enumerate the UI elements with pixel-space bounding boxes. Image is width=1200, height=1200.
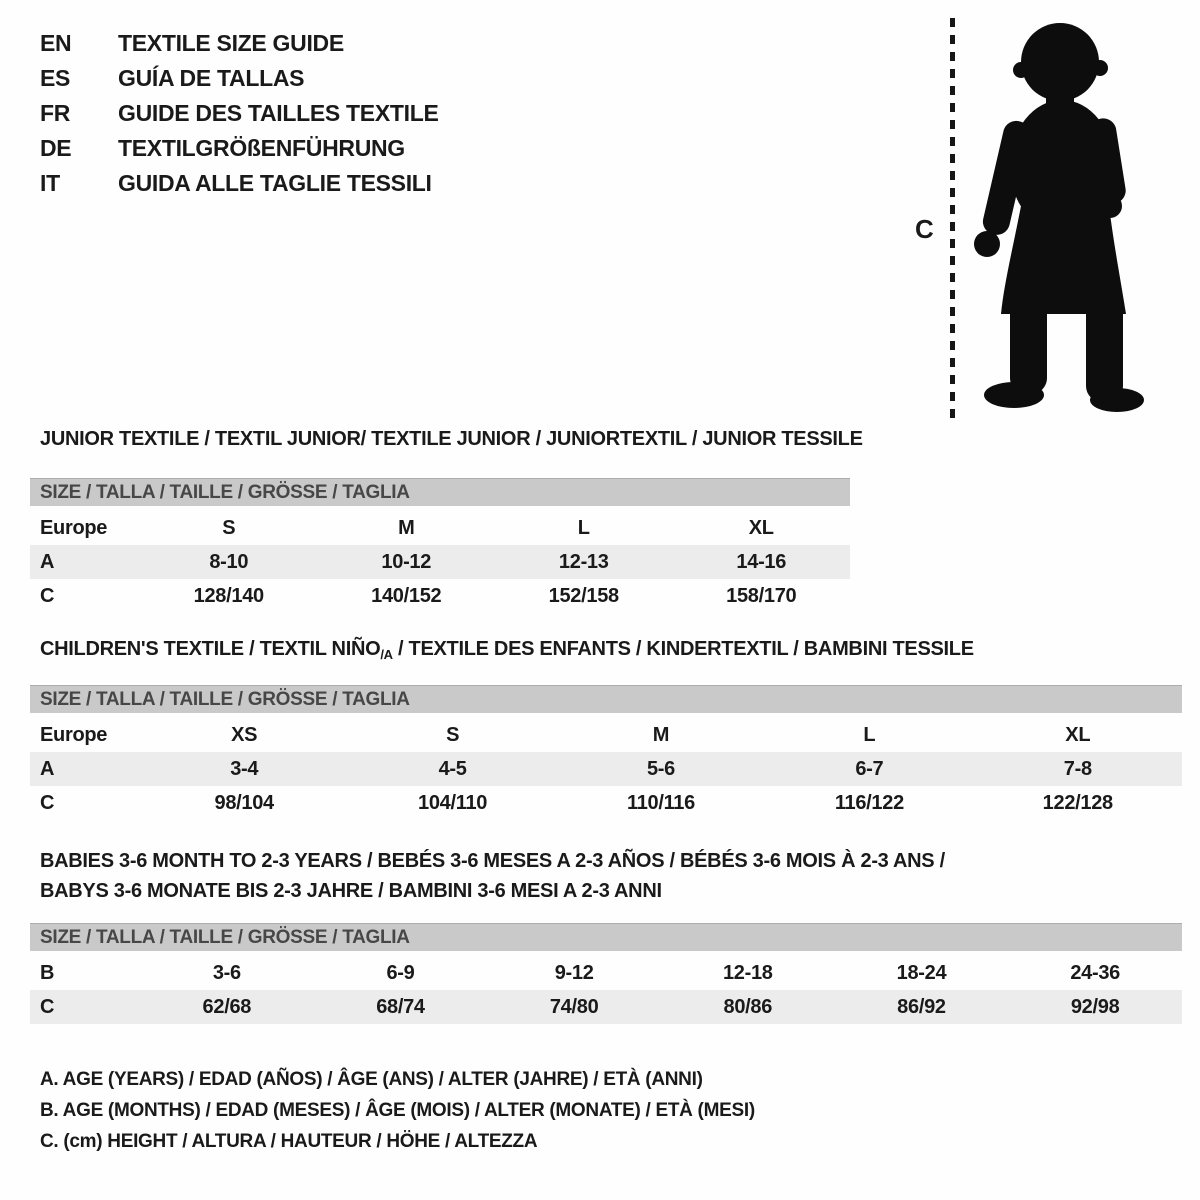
- language-row-fr: [40, 96, 439, 131]
- table-cell: 18-24: [896, 961, 947, 984]
- table-row: [30, 511, 850, 545]
- table-cell: 98/104: [214, 791, 274, 814]
- babies-section-title: [30, 846, 1182, 906]
- table-cell: 68/74: [314, 990, 488, 1024]
- table-cell: L: [577, 516, 590, 539]
- table-cell: XS: [231, 723, 258, 746]
- babies-title-line1: BABIES 3-6 MONTH TO 2-3 YEARS / BEBÉS 3-6 MESES A 2-3 AÑOS / BÉBÉS 3-6 MOIS À 2-3 ANS /: [40, 850, 945, 872]
- table-cell: 128/140: [193, 584, 264, 607]
- language-code: IT: [40, 170, 60, 196]
- table-cell: 92/98: [1008, 990, 1182, 1024]
- language-title: GUÍA DE TALLAS: [118, 65, 305, 91]
- language-title: TEXTILGRÖßENFÜHRUNG: [118, 135, 405, 161]
- junior-size-table: [30, 511, 850, 613]
- language-title: TEXTILE SIZE GUIDE: [118, 30, 344, 56]
- table-cell: 116/122: [834, 791, 904, 814]
- table-cell: A: [30, 752, 140, 786]
- table-row: [30, 786, 1182, 820]
- table-cell: Europe: [40, 516, 108, 539]
- table-cell: 9-12: [554, 961, 594, 984]
- measurement-legend: [40, 1064, 755, 1157]
- language-row-es: [40, 61, 439, 96]
- table-row: [30, 579, 850, 613]
- table-cell: C: [40, 791, 55, 814]
- table-cell: 5-6: [557, 752, 765, 786]
- table-cell: XL: [748, 516, 774, 539]
- table-cell: 6-7: [765, 752, 973, 786]
- table-cell: L: [863, 723, 876, 746]
- junior-section-title: JUNIOR TEXTILE / TEXTIL JUNIOR/ TEXTILE JUNIOR / JUNIORTEXTIL / JUNIOR TESSILE: [40, 428, 863, 450]
- table-cell: M: [652, 723, 670, 746]
- table-cell: 152/158: [548, 584, 619, 607]
- table-cell: 62/68: [140, 990, 314, 1024]
- table-cell: XL: [1065, 723, 1091, 746]
- children-title-rest: / TEXTILE DES ENFANTS / KINDERTEXTIL / BAMBINI TESSILE: [392, 638, 974, 660]
- language-code: EN: [40, 30, 72, 56]
- junior-size-header-bar: SIZE / TALLA / TAILLE / GRÖSSE / TAGLIA: [30, 478, 850, 506]
- table-cell: S: [222, 516, 236, 539]
- table-cell: 3-6: [212, 961, 241, 984]
- table-cell: 8-10: [140, 545, 318, 579]
- language-title-list: [40, 26, 439, 201]
- language-row-de: [40, 131, 439, 166]
- table-cell: 74/80: [487, 990, 661, 1024]
- table-row: [30, 545, 850, 579]
- table-cell: 4-5: [348, 752, 556, 786]
- table-cell: 158/170: [726, 584, 797, 607]
- legend-line-a: A. AGE (YEARS) / EDAD (AÑOS) / ÂGE (ANS) / ALTER (JAHRE) / ETÀ (ANNI): [40, 1069, 703, 1090]
- language-title: GUIDA ALLE TAGLIE TESSILI: [118, 170, 432, 196]
- table-cell: M: [398, 516, 415, 539]
- table-cell: 110/116: [626, 791, 695, 814]
- legend-line-b: B. AGE (MONTHS) / EDAD (MESES) / ÂGE (MOIS) / ALTER (MONATE) / ETÀ (MESI): [40, 1100, 755, 1121]
- toddler-figure: [905, 12, 1165, 424]
- children-title-main: CHILDREN'S TEXTILE / TEXTIL NIÑO: [40, 638, 381, 660]
- table-cell: C: [30, 990, 140, 1024]
- table-cell: S: [446, 723, 460, 746]
- language-title: GUIDE DES TAILLES TEXTILE: [118, 100, 439, 126]
- table-row: [30, 718, 1182, 752]
- children-section-title: [30, 638, 1182, 662]
- table-cell: 14-16: [673, 545, 851, 579]
- children-size-header-bar: SIZE / TALLA / TAILLE / GRÖSSE / TAGLIA: [30, 685, 1182, 713]
- babies-title-line2: BABYS 3-6 MONATE BIS 2-3 JAHRE / BAMBINI 3-6 MESI A 2-3 ANNI: [40, 880, 662, 902]
- toddler-silhouette-icon: [967, 14, 1147, 416]
- table-cell: 3-4: [140, 752, 348, 786]
- table-cell: 12-18: [722, 961, 773, 984]
- table-cell: 122/128: [1042, 791, 1113, 814]
- section-babies-textile: [30, 846, 1182, 1024]
- table-cell: 86/92: [835, 990, 1009, 1024]
- table-row: [30, 752, 1182, 786]
- language-code: ES: [40, 65, 71, 91]
- table-cell: 140/152: [371, 584, 442, 607]
- section-childrens-textile: [30, 638, 1182, 820]
- table-cell: 80/86: [661, 990, 835, 1024]
- table-row: [30, 990, 1182, 1024]
- table-cell: B: [40, 961, 55, 984]
- table-cell: A: [30, 545, 140, 579]
- table-cell: 24-36: [1070, 961, 1120, 984]
- language-code: DE: [40, 135, 72, 161]
- children-size-table: [30, 718, 1182, 820]
- language-code: FR: [40, 100, 71, 126]
- table-cell: 12-13: [495, 545, 673, 579]
- height-measure-label: C: [915, 214, 934, 244]
- language-row-it: [40, 166, 439, 201]
- table-cell: 6-9: [386, 961, 415, 984]
- table-cell: 10-12: [318, 545, 496, 579]
- table-row: [30, 956, 1182, 990]
- section-junior-textile: [30, 428, 863, 613]
- table-cell: Europe: [40, 723, 108, 746]
- table-cell: 7-8: [974, 752, 1182, 786]
- height-measure-dashed-line: [950, 18, 955, 420]
- children-title-subscript: /A: [380, 647, 393, 662]
- babies-size-table: [30, 956, 1182, 1024]
- legend-line-c: C. (cm) HEIGHT / ALTURA / HAUTEUR / HÖHE / ALTEZZA: [40, 1131, 538, 1152]
- table-cell: C: [40, 584, 55, 607]
- table-cell: 104/110: [418, 791, 488, 814]
- language-row-en: [40, 26, 439, 61]
- babies-size-header-bar: SIZE / TALLA / TAILLE / GRÖSSE / TAGLIA: [30, 923, 1182, 951]
